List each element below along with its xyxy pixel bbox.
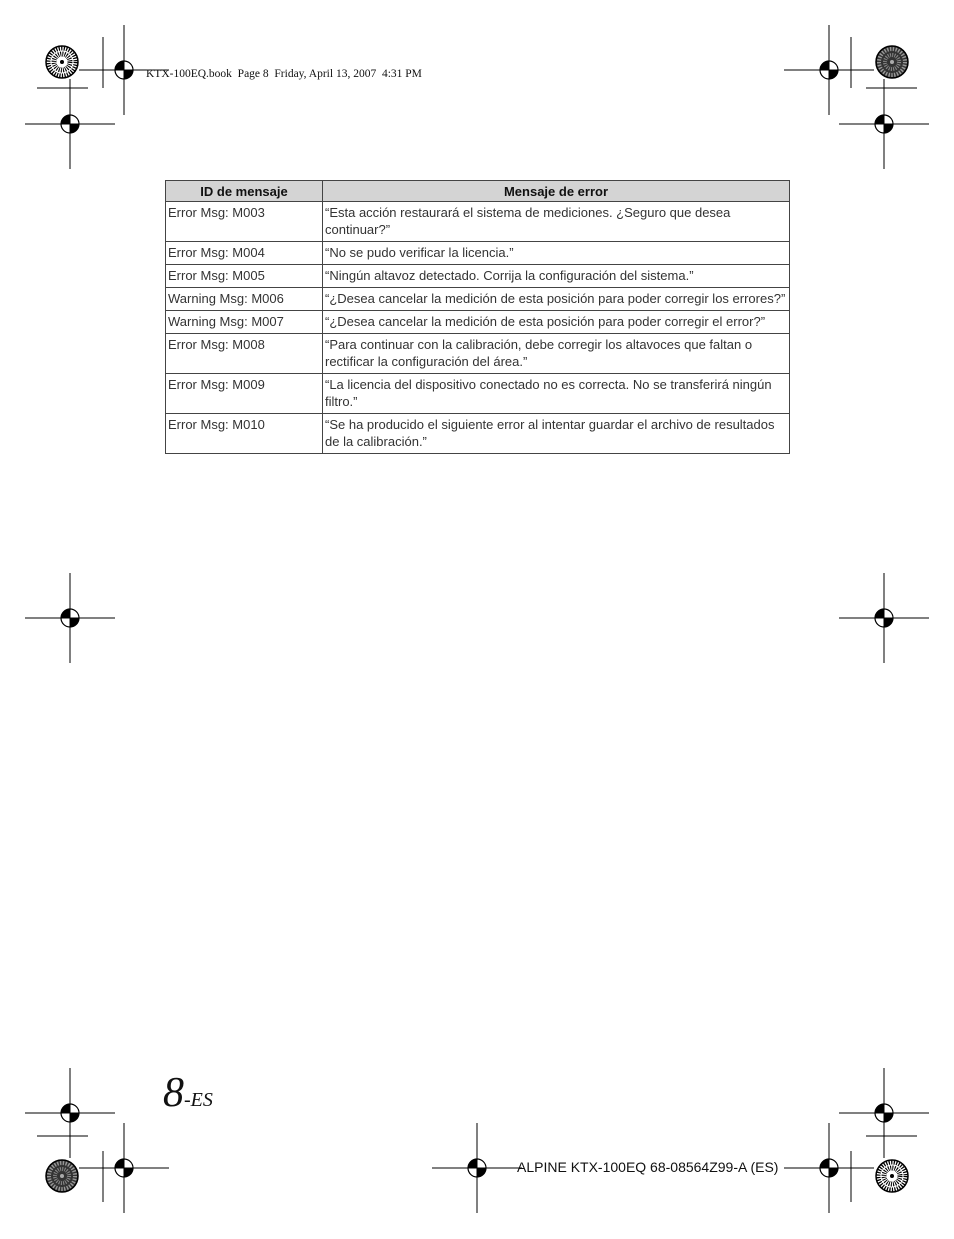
message-id-cell: Error Msg: M009	[166, 374, 323, 414]
page-number	[163, 1069, 213, 1117]
crosshair-mark	[432, 1123, 522, 1213]
crosshair-mark	[25, 79, 115, 169]
crosshair-mark	[79, 1123, 169, 1213]
message-text-cell: “¿Desea cancelar la medición de esta posición para poder corregir los errores?”	[323, 288, 790, 311]
table-row	[166, 374, 790, 414]
column-header-id: ID de mensaje	[166, 181, 323, 202]
message-text-cell: “La licencia del dispositivo conectado no es correcta. No se transferirá ningún filtro.”	[323, 374, 790, 414]
table-row	[166, 242, 790, 265]
table-row	[166, 311, 790, 334]
page-language-suffix: -ES	[184, 1089, 213, 1111]
message-id-cell: Error Msg: M004	[166, 242, 323, 265]
message-id-cell: Error Msg: M005	[166, 265, 323, 288]
message-text-cell: “Se ha producido el siguiente error al intentar guardar el archivo de resultados de la calibración.”	[323, 414, 790, 454]
table-row	[166, 288, 790, 311]
page-number-digit: 8	[163, 1070, 184, 1116]
table-row	[166, 202, 790, 242]
starburst-mark	[876, 46, 908, 78]
message-text-cell: “Esta acción restaurará el sistema de mediciones. ¿Seguro que desea continuar?”	[323, 202, 790, 242]
message-text-cell: “Ningún altavoz detectado. Corrija la configuración del sistema.”	[323, 265, 790, 288]
column-header-message: Mensaje de error	[323, 181, 790, 202]
crosshair-mark	[784, 1123, 874, 1213]
document-code-footer: ALPINE KTX-100EQ 68-08564Z99-A (ES)	[517, 1159, 779, 1175]
message-id-cell: Error Msg: M003	[166, 202, 323, 242]
message-text-cell: “¿Desea cancelar la medición de esta posición para poder corregir el error?”	[323, 311, 790, 334]
table-row	[166, 334, 790, 374]
book-info-header: KTX-100EQ.book Page 8 Friday, April 13, 2007 4:31 PM	[146, 68, 422, 80]
crosshair-mark	[784, 25, 874, 115]
error-messages-table	[165, 180, 790, 454]
starburst-mark	[46, 46, 78, 78]
table-header-row	[166, 181, 790, 202]
crosshair-mark	[839, 573, 929, 663]
message-id-cell: Warning Msg: M007	[166, 311, 323, 334]
table-row	[166, 265, 790, 288]
starburst-mark	[876, 1160, 908, 1192]
message-id-cell: Warning Msg: M006	[166, 288, 323, 311]
message-text-cell: “No se pudo verificar la licencia.”	[323, 242, 790, 265]
crosshair-mark	[839, 79, 929, 169]
crosshair-mark	[25, 573, 115, 663]
message-id-cell: Error Msg: M008	[166, 334, 323, 374]
starburst-mark	[46, 1160, 78, 1192]
message-text-cell: “Para continuar con la calibración, debe corregir los altavoces que faltan o rectificar la configuración del área.”	[323, 334, 790, 374]
crosshair-mark	[839, 1068, 929, 1158]
message-id-cell: Error Msg: M010	[166, 414, 323, 454]
table-row	[166, 414, 790, 454]
crosshair-mark	[25, 1068, 115, 1158]
